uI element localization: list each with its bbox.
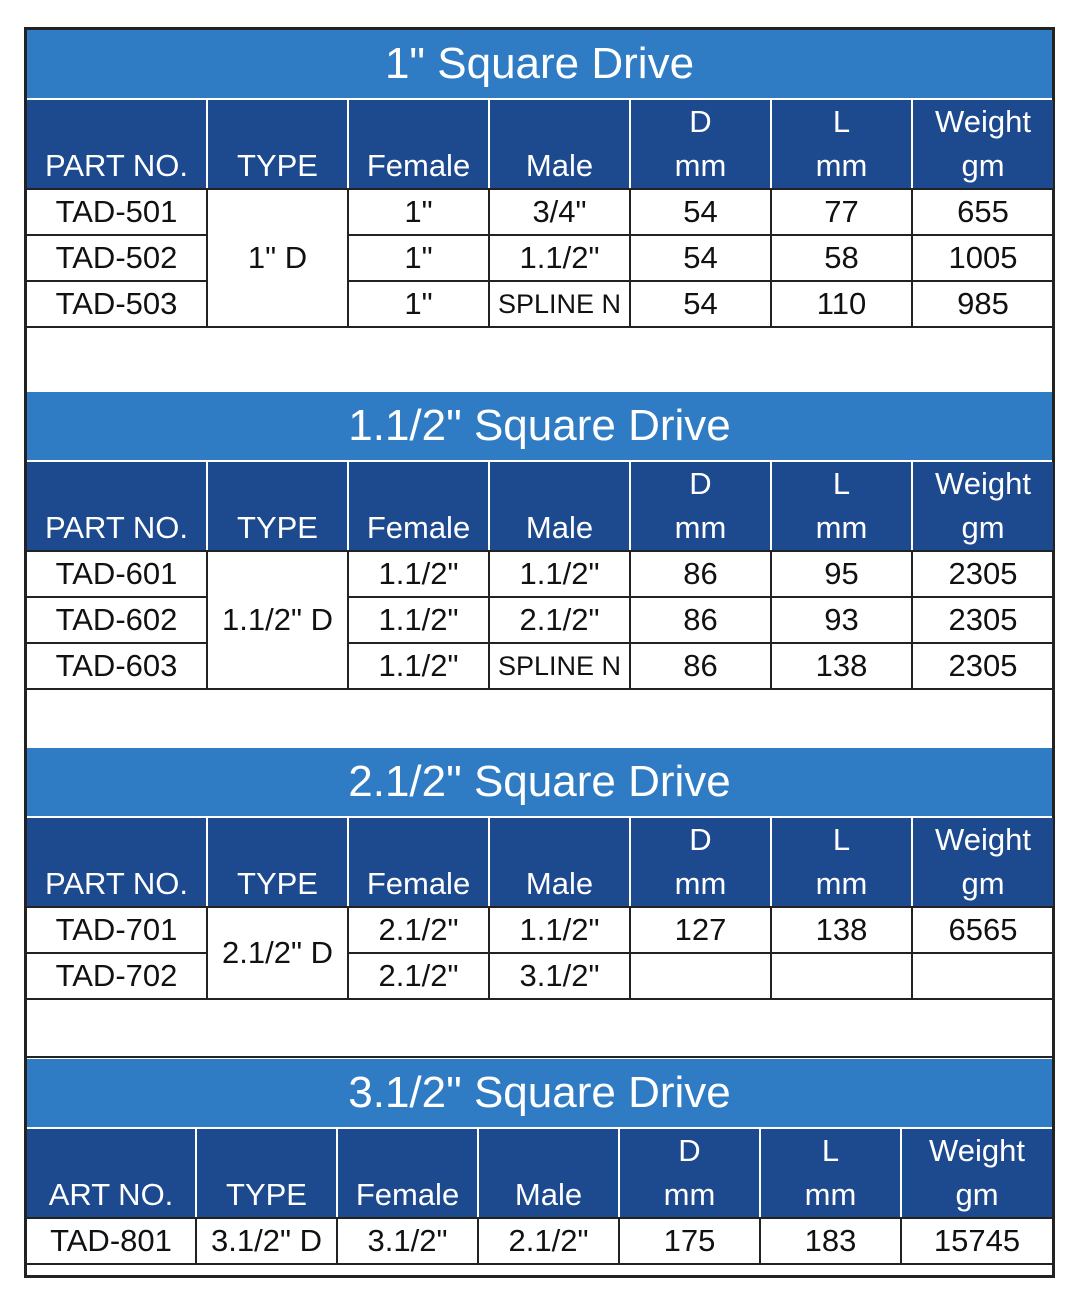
table-row bbox=[27, 597, 1053, 643]
spec-table bbox=[27, 818, 1053, 1000]
length-cell: 77 bbox=[771, 189, 912, 235]
part-number-cell: TAD-701 bbox=[27, 907, 207, 953]
male-cell: 1.1/2" bbox=[489, 551, 630, 597]
column-header bbox=[901, 1129, 1052, 1218]
table-row bbox=[27, 189, 1053, 235]
male-cell: 2.1/2" bbox=[478, 1218, 619, 1264]
header-line-2: Male bbox=[514, 1177, 583, 1212]
length-cell: 138 bbox=[771, 643, 912, 689]
header-line-2: gm bbox=[961, 510, 1005, 545]
section-spacer bbox=[27, 1002, 1052, 1058]
table-row bbox=[27, 235, 1053, 281]
column-header bbox=[489, 100, 630, 189]
weight-cell: 2305 bbox=[912, 597, 1053, 643]
length-cell: 183 bbox=[760, 1218, 901, 1264]
header-line-1 bbox=[27, 818, 206, 862]
table-row bbox=[27, 953, 1053, 999]
part-number-cell: TAD-603 bbox=[27, 643, 207, 689]
male-cell: SPLINE N bbox=[489, 281, 630, 327]
header-line-2: mm bbox=[674, 510, 727, 545]
column-header bbox=[912, 462, 1053, 551]
diameter-cell: 175 bbox=[619, 1218, 760, 1264]
section-title: 2.1/2" Square Drive bbox=[27, 748, 1052, 818]
diameter-cell: 127 bbox=[630, 907, 771, 953]
header-line-1 bbox=[27, 100, 206, 144]
header-line-2: mm bbox=[804, 1177, 857, 1212]
header-line-1 bbox=[349, 462, 488, 506]
column-header bbox=[912, 100, 1053, 189]
length-cell: 95 bbox=[771, 551, 912, 597]
header-line-2: Female bbox=[366, 510, 471, 545]
header-line-1: Weight bbox=[935, 466, 1031, 501]
column-header bbox=[207, 462, 348, 551]
header-line-1: Weight bbox=[935, 104, 1031, 139]
header-line-1 bbox=[479, 1129, 618, 1173]
length-cell: 58 bbox=[771, 235, 912, 281]
drive-section bbox=[27, 392, 1052, 690]
header-row bbox=[27, 818, 1053, 907]
weight-cell: 1005 bbox=[912, 235, 1053, 281]
spec-table bbox=[27, 1129, 1052, 1265]
header-line-1 bbox=[490, 462, 629, 506]
part-number-cell: TAD-601 bbox=[27, 551, 207, 597]
diameter-cell: 86 bbox=[630, 551, 771, 597]
part-number-cell: TAD-801 bbox=[27, 1218, 196, 1264]
header-line-2: PART NO. bbox=[45, 148, 188, 183]
header-line-1: D bbox=[678, 1133, 701, 1168]
spec-table bbox=[27, 100, 1053, 328]
type-cell: 1.1/2" D bbox=[207, 551, 348, 689]
weight-cell: 2305 bbox=[912, 551, 1053, 597]
column-header bbox=[348, 818, 489, 907]
type-cell: 2.1/2" D bbox=[207, 907, 348, 999]
header-line-2: mm bbox=[815, 510, 868, 545]
header-line-1 bbox=[27, 1129, 195, 1173]
column-header bbox=[630, 818, 771, 907]
diameter-cell: 86 bbox=[630, 643, 771, 689]
header-line-2: Female bbox=[366, 148, 471, 183]
column-header bbox=[478, 1129, 619, 1218]
column-header bbox=[771, 818, 912, 907]
column-header bbox=[912, 818, 1053, 907]
female-cell: 2.1/2" bbox=[348, 953, 489, 999]
weight-cell: 15745 bbox=[901, 1218, 1052, 1264]
diameter-cell: 54 bbox=[630, 281, 771, 327]
header-line-1 bbox=[208, 818, 347, 862]
section-spacer bbox=[27, 694, 1052, 750]
header-line-2: TYPE bbox=[237, 866, 318, 901]
part-number-cell: TAD-501 bbox=[27, 189, 207, 235]
section-title: 1.1/2" Square Drive bbox=[27, 392, 1052, 462]
header-line-1 bbox=[208, 462, 347, 506]
diameter-cell: 86 bbox=[630, 597, 771, 643]
column-header bbox=[489, 462, 630, 551]
column-header bbox=[489, 818, 630, 907]
column-header bbox=[27, 1129, 196, 1218]
weight-cell bbox=[912, 953, 1053, 999]
column-header bbox=[27, 462, 207, 551]
header-line-2: mm bbox=[663, 1177, 716, 1212]
header-line-1: L bbox=[832, 104, 851, 139]
female-cell: 2.1/2" bbox=[348, 907, 489, 953]
header-line-1: Weight bbox=[935, 822, 1031, 857]
header-line-2: TYPE bbox=[226, 1177, 307, 1212]
header-row bbox=[27, 100, 1053, 189]
header-line-2: TYPE bbox=[237, 510, 318, 545]
column-header bbox=[27, 100, 207, 189]
header-line-1 bbox=[208, 100, 347, 144]
weight-cell: 2305 bbox=[912, 643, 1053, 689]
header-row bbox=[27, 462, 1053, 551]
length-cell: 93 bbox=[771, 597, 912, 643]
female-cell: 1" bbox=[348, 281, 489, 327]
column-header bbox=[619, 1129, 760, 1218]
weight-cell: 985 bbox=[912, 281, 1053, 327]
column-header bbox=[207, 100, 348, 189]
length-cell: 110 bbox=[771, 281, 912, 327]
female-cell: 1.1/2" bbox=[348, 643, 489, 689]
header-line-2: Male bbox=[525, 866, 594, 901]
column-header bbox=[771, 100, 912, 189]
header-row bbox=[27, 1129, 1052, 1218]
header-line-2: PART NO. bbox=[45, 510, 188, 545]
column-header bbox=[337, 1129, 478, 1218]
male-cell: 2.1/2" bbox=[489, 597, 630, 643]
type-cell: 1" D bbox=[207, 189, 348, 327]
diameter-cell: 54 bbox=[630, 235, 771, 281]
header-line-2: Female bbox=[366, 866, 471, 901]
spec-table bbox=[27, 462, 1053, 690]
male-cell: SPLINE N bbox=[489, 643, 630, 689]
header-line-1: D bbox=[689, 466, 712, 501]
header-line-1: D bbox=[689, 822, 712, 857]
header-line-1 bbox=[197, 1129, 336, 1173]
spec-sheet bbox=[24, 27, 1055, 1278]
diameter-cell bbox=[630, 953, 771, 999]
female-cell: 1.1/2" bbox=[348, 597, 489, 643]
header-line-1: D bbox=[689, 104, 712, 139]
length-cell: 138 bbox=[771, 907, 912, 953]
table-row bbox=[27, 1218, 1052, 1264]
header-line-2: gm bbox=[955, 1177, 999, 1212]
header-line-1: L bbox=[832, 822, 851, 857]
diameter-cell: 54 bbox=[630, 189, 771, 235]
header-line-2: mm bbox=[674, 148, 727, 183]
column-header bbox=[348, 100, 489, 189]
part-number-cell: TAD-602 bbox=[27, 597, 207, 643]
section-title: 1" Square Drive bbox=[27, 30, 1052, 100]
weight-cell: 6565 bbox=[912, 907, 1053, 953]
header-line-2: PART NO. bbox=[45, 866, 188, 901]
table-row bbox=[27, 643, 1053, 689]
table-row bbox=[27, 281, 1053, 327]
table-row bbox=[27, 907, 1053, 953]
column-header bbox=[760, 1129, 901, 1218]
column-header bbox=[207, 818, 348, 907]
header-line-1 bbox=[349, 818, 488, 862]
female-cell: 3.1/2" bbox=[337, 1218, 478, 1264]
header-line-2: gm bbox=[961, 866, 1005, 901]
column-header bbox=[196, 1129, 337, 1218]
header-line-2: ART NO. bbox=[48, 1177, 174, 1212]
header-line-1: L bbox=[832, 466, 851, 501]
part-number-cell: TAD-502 bbox=[27, 235, 207, 281]
header-line-2: TYPE bbox=[237, 148, 318, 183]
header-line-2: Male bbox=[525, 148, 594, 183]
table-row bbox=[27, 551, 1053, 597]
column-header bbox=[348, 462, 489, 551]
male-cell: 3/4" bbox=[489, 189, 630, 235]
female-cell: 1.1/2" bbox=[348, 551, 489, 597]
male-cell: 1.1/2" bbox=[489, 907, 630, 953]
header-line-1 bbox=[490, 100, 629, 144]
length-cell bbox=[771, 953, 912, 999]
header-line-1 bbox=[490, 818, 629, 862]
header-line-2: mm bbox=[815, 866, 868, 901]
column-header bbox=[27, 818, 207, 907]
male-cell: 3.1/2" bbox=[489, 953, 630, 999]
section-title: 3.1/2" Square Drive bbox=[27, 1059, 1052, 1129]
drive-section bbox=[27, 748, 1052, 1000]
drive-section bbox=[27, 30, 1052, 328]
header-line-2: Female bbox=[355, 1177, 460, 1212]
header-line-2: mm bbox=[674, 866, 727, 901]
header-line-1: Weight bbox=[929, 1133, 1025, 1168]
male-cell: 1.1/2" bbox=[489, 235, 630, 281]
header-line-1: L bbox=[821, 1133, 840, 1168]
header-line-1 bbox=[349, 100, 488, 144]
drive-section bbox=[27, 1059, 1052, 1265]
header-line-2: mm bbox=[815, 148, 868, 183]
header-line-2: Male bbox=[525, 510, 594, 545]
type-cell: 3.1/2" D bbox=[196, 1218, 337, 1264]
part-number-cell: TAD-503 bbox=[27, 281, 207, 327]
column-header bbox=[630, 100, 771, 189]
column-header bbox=[630, 462, 771, 551]
header-line-1 bbox=[338, 1129, 477, 1173]
header-line-1 bbox=[27, 462, 206, 506]
female-cell: 1" bbox=[348, 189, 489, 235]
weight-cell: 655 bbox=[912, 189, 1053, 235]
section-spacer bbox=[27, 338, 1052, 394]
column-header bbox=[771, 462, 912, 551]
part-number-cell: TAD-702 bbox=[27, 953, 207, 999]
header-line-2: gm bbox=[961, 148, 1005, 183]
female-cell: 1" bbox=[348, 235, 489, 281]
